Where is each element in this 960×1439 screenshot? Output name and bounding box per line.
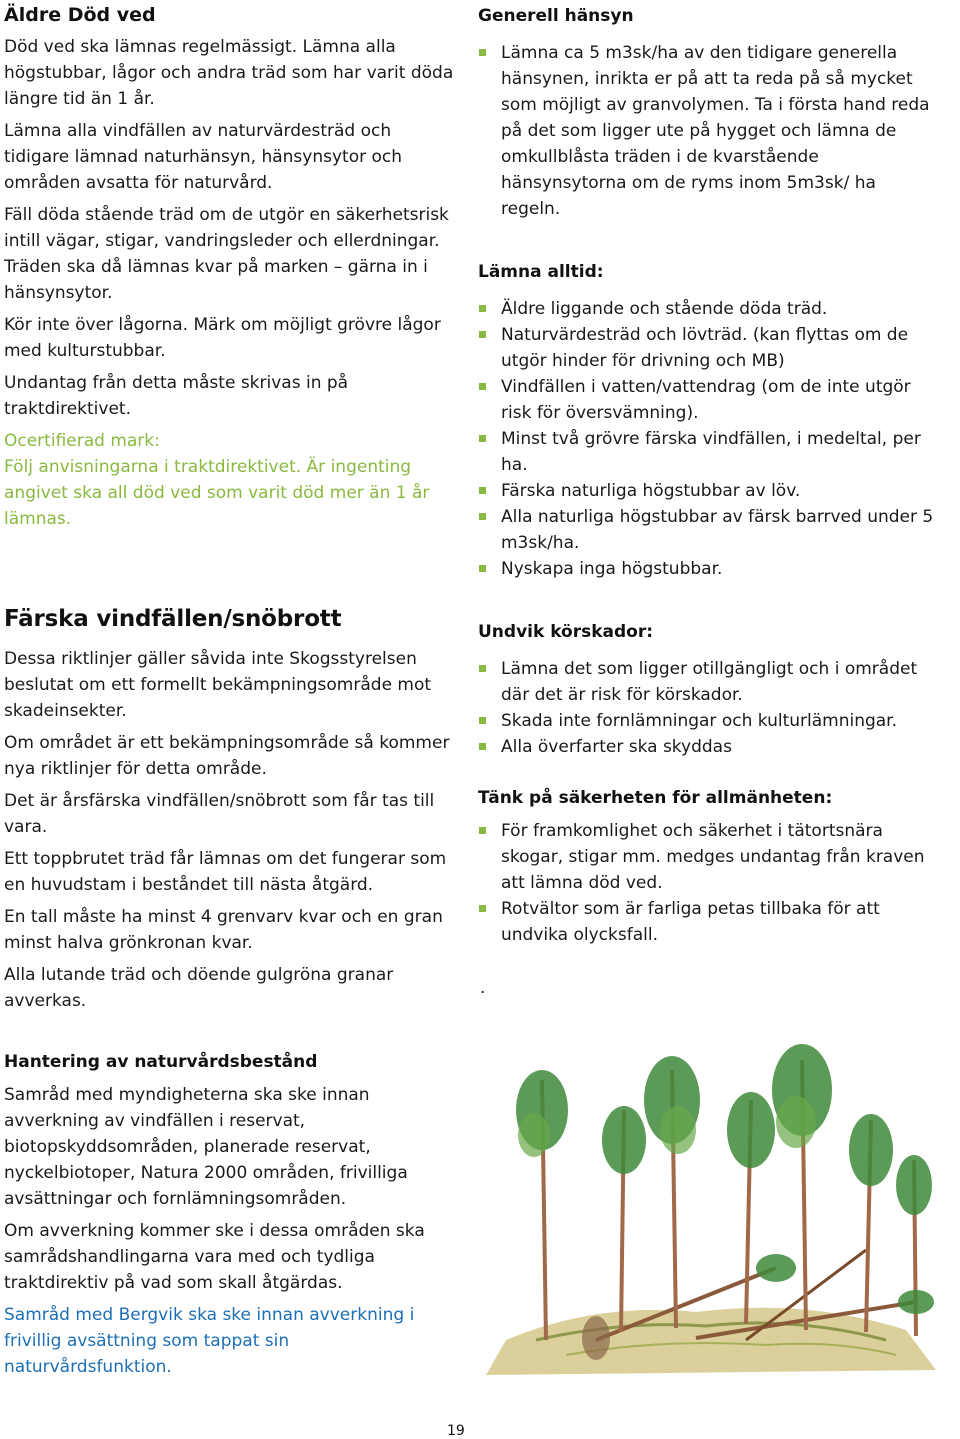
note-text: Följ anvisningarna i traktdirektivet. Är ingenting angivet ska all död ved som varit död mer än 1 år lämnas. <box>4 457 430 529</box>
paragraph: Kör inte över lågorna. Märk om möjligt grövre lågor med kulturstubbar. <box>4 315 441 361</box>
paragraph: Dessa riktlinjer gäller såvida inte Skogsstyrelsen beslutat om ett formellt bekämpningsområde mot skadeinsekter. <box>4 649 432 721</box>
paragraph: En tall måste ha minst 4 grenvarv kvar och en gran minst halva grönkronan kvar. <box>4 907 443 953</box>
section-title: Färska vindfällen/snöbrott <box>4 606 342 632</box>
bullet-square-icon <box>479 305 486 312</box>
bullet-text: Skada inte fornlämningar och kulturlämningar. <box>501 711 898 731</box>
bullet-square-icon <box>479 827 486 834</box>
bullet-square-icon <box>479 717 486 724</box>
bullet-item <box>478 478 938 504</box>
paragraph: Om området är ett bekämpningsområde så kommer nya riktlinjer för detta område. <box>4 733 450 779</box>
bullet-item <box>478 40 938 222</box>
bullet-text: Nyskapa inga högstubbar. <box>501 559 723 579</box>
section-title: Generell hänsyn <box>478 6 634 26</box>
bullet-text: Lämna det som ligger otillgängligt och i området där det är risk för körskador. <box>501 659 918 705</box>
bullet-item <box>478 322 938 374</box>
bullet-item <box>478 296 938 322</box>
bullet-square-icon <box>479 435 486 442</box>
bullet-item <box>478 818 938 896</box>
stray-dot: . <box>480 978 486 998</box>
bullet-item <box>478 708 938 734</box>
section-title: Undvik körskador: <box>478 622 654 642</box>
section-older-dead-wood <box>4 4 454 532</box>
paragraph: Ett toppbrutet träd får lämnas om det fungerar som en huvudstam i beståndet till nästa åtgärd. <box>4 849 447 895</box>
bullet-item <box>478 896 938 948</box>
bullet-text: Minst två grövre färska vindfällen, i medeltal, per ha. <box>501 429 921 475</box>
bullet-square-icon <box>479 905 486 912</box>
paragraph-highlight: Samråd med Bergvik ska ske innan avverkning i frivillig avsättning som tappat sin naturvårdsfunktion. <box>4 1305 415 1377</box>
bullet-text: Äldre liggande och stående döda träd. <box>501 299 828 319</box>
bullet-text: Alla överfarter ska skyddas <box>501 737 732 757</box>
bullet-square-icon <box>479 383 486 390</box>
paragraph: Undantag från detta måste skrivas in på traktdirektivet. <box>4 373 349 419</box>
section-title: Hantering av naturvårdsbestånd <box>4 1052 318 1072</box>
bullet-list <box>478 40 938 222</box>
paragraph: Död ved ska lämnas regelmässigt. Lämna alla högstubbar, lågor och andra träd som har varit döda längre tid än 1 år. <box>4 37 454 109</box>
bullet-item <box>478 556 938 582</box>
paragraph: Det är årsfärska vindfällen/snöbrott som får tas till vara. <box>4 791 435 837</box>
paragraph: Om avverkning kommer ske i dessa områden ska samrådshandlingarna vara med och tydliga traktdirektiv på vad som skall åtgärdas. <box>4 1221 425 1293</box>
section-title: Lämna alltid: <box>478 262 604 282</box>
bullet-text: För framkomlighet och säkerhet i tätortsnära skogar, stigar mm. medges undantag från kraven att lämna död ved. <box>501 821 925 893</box>
bullet-list <box>478 296 938 582</box>
bullet-item <box>478 504 938 556</box>
bullet-text: Alla naturliga högstubbar av färsk barrved under 5 m3sk/ha. <box>501 507 934 553</box>
section-always-leave <box>478 262 938 582</box>
section-title: Tänk på säkerheten för allmänheten: <box>478 788 833 808</box>
bullet-text: Färska naturliga högstubbar av löv. <box>501 481 801 501</box>
bullet-square-icon <box>479 513 486 520</box>
bullet-square-icon <box>479 565 486 572</box>
bullet-item <box>478 734 938 760</box>
section-public-safety <box>478 788 938 948</box>
page-number: 19 <box>447 1423 465 1439</box>
bullet-text: Naturvärdesträd och lövträd. (kan flyttas om de utgör hinder för drivning och MB) <box>501 325 909 371</box>
bullet-square-icon <box>479 487 486 494</box>
bullet-item <box>478 426 938 478</box>
bullet-text: Lämna ca 5 m3sk/ha av den tidigare generella hänsynen, inrikta er på att ta reda på så mycket som möjligt av granvolymen. Ta i första hand reda på det som ligger ute på hygget och lämna de omkullblåsta träden i de kvarstående hänsynsytorna om de ryms inom 5m3sk/ ha regeln. <box>501 43 930 219</box>
windfall-trees-drawing <box>446 1040 960 1396</box>
bullet-item <box>478 656 938 708</box>
bullet-list <box>478 818 938 948</box>
bullet-item <box>478 374 938 426</box>
paragraph: Samråd med myndigheterna ska ske innan avverkning av vindfällen i reservat, biotopskyddsområden, planerade reservat, nyckelbiotoper, Natura 2000 områden, frivilliga avsättningar och fornlämningsområden. <box>4 1085 408 1209</box>
section-title: Äldre Död ved <box>4 4 156 26</box>
bullet-square-icon <box>479 49 486 56</box>
bullet-square-icon <box>479 743 486 750</box>
note-title: Ocertifierad mark: <box>4 431 160 451</box>
section-avoid-damage <box>478 622 938 760</box>
paragraph: Alla lutande träd och döende gulgröna granar avverkas. <box>4 965 394 1011</box>
section-fresh-windfalls <box>4 606 454 1014</box>
section-general-consideration <box>478 6 938 222</box>
bullet-text: Rotvältor som är farliga petas tillbaka för att undvika olycksfall. <box>501 899 880 945</box>
section-nature-stands <box>4 1052 454 1380</box>
paragraph: Fäll döda stående träd om de utgör en säkerhetsrisk intill vägar, stigar, vandringsleder och ellerdningar. Träden ska då lämnas kvar på marken – gärna in i hänsynsytor. <box>4 205 449 303</box>
paragraph: Lämna alla vindfällen av naturvärdesträd och tidigare lämnad naturhänsyn, hänsynsytor och områden avsatta för naturvård. <box>4 121 403 193</box>
bullet-square-icon <box>479 331 486 338</box>
bullet-square-icon <box>479 665 486 672</box>
bullet-text: Vindfällen i vatten/vattendrag (om de inte utgör risk för översvämning). <box>501 377 911 423</box>
forest-illustration <box>446 1040 960 1396</box>
bullet-list <box>478 656 938 760</box>
